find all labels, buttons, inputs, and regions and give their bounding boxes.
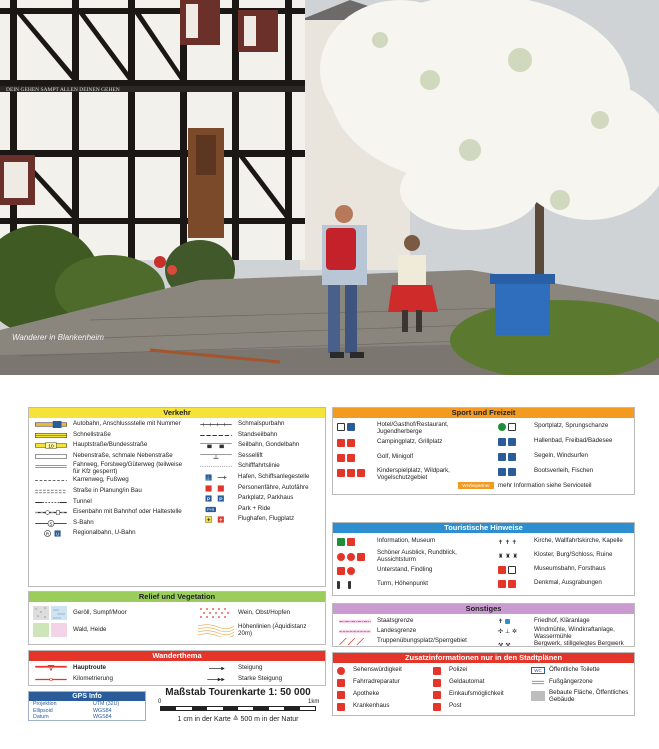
legend-label: Landesgrenze [377, 627, 417, 634]
legend-row [333, 677, 429, 689]
legend-label: Sportplatz, Sprungschanze [534, 422, 609, 429]
legend-row [529, 677, 635, 689]
gps-value: UTM (32U) [93, 701, 120, 707]
legend-label: Sessellift [238, 451, 263, 459]
legend-label: Hauptroute [73, 664, 106, 671]
autobahn-icon [33, 421, 69, 428]
park-ride-icon [198, 506, 234, 513]
swimming-icon [498, 438, 532, 445]
svg-text:R: R [45, 531, 50, 537]
gps-title: GPS Info [29, 692, 145, 701]
legend-row [29, 440, 189, 451]
vineyard-icon [198, 606, 234, 620]
contour-lines-icon [198, 623, 234, 637]
legend-row [194, 451, 326, 462]
legend-label: Parkplatz, Parkhaus [238, 494, 294, 502]
legend-label: Schöner Ausblick, Rundblick, Aussichtsturm [377, 549, 457, 563]
legend-label: Unterstand, Findling [377, 566, 433, 573]
relief-left-column [29, 606, 189, 640]
legend-row [29, 663, 189, 674]
legend-label: Kinderspielplatz, Wildpark, Vogelschutzgebiet [377, 467, 450, 481]
legend-label: Sehenswürdigkeit [353, 666, 402, 673]
legend-label: Höhenlinien (Äquidistanz 20m) [238, 623, 307, 637]
legend-row [29, 623, 189, 640]
castle-icon: ♜ ♜ ♜ [498, 553, 519, 560]
toilet-icon: WC [531, 667, 545, 674]
scale-one-value: 1 [308, 699, 312, 705]
legend-label: Straße in Planung/in Bau [73, 486, 142, 494]
legend-row [333, 701, 429, 713]
legend-row [29, 606, 189, 623]
legend-row [29, 528, 189, 539]
legend-row [333, 452, 493, 467]
legend-row [333, 579, 493, 593]
svg-text:P+R: P+R [207, 507, 215, 512]
scale-unit: km [311, 699, 320, 705]
legend-row [194, 674, 326, 685]
legend-row [29, 507, 189, 518]
restricted-area-icon [337, 638, 373, 645]
svg-text:P: P [206, 497, 211, 503]
legend-label: Information, Museum [377, 537, 436, 544]
legend-row [194, 663, 326, 674]
gps-key: Ellipsoid [33, 707, 53, 714]
legend-row [29, 419, 189, 430]
railway-icon [33, 509, 69, 516]
legend-row [333, 626, 503, 636]
airport-icon [198, 516, 234, 523]
legend-row [496, 550, 635, 564]
svg-text:10: 10 [48, 444, 54, 450]
built-area-icon [531, 691, 545, 701]
legend-relief [28, 591, 326, 645]
wanderthema-right-column [194, 663, 326, 684]
legend-label: Hafen, Schiffsanlegestelle [238, 472, 310, 480]
minor-road-icon [33, 453, 69, 460]
legend-label: Krankenhaus [353, 702, 390, 709]
boat-rental-icon [498, 468, 532, 475]
playground-icon [337, 469, 373, 476]
legend-label: Seilbahn, Gondelbahn [238, 441, 300, 449]
svg-text:S: S [49, 521, 53, 526]
verkehr-right-column [194, 419, 326, 525]
viewpoint-icon [337, 553, 373, 560]
legend-label: Denkmal, Ausgrabungen [534, 579, 602, 586]
legend-row [333, 536, 493, 549]
legend-row [29, 486, 189, 497]
sonstiges-left-column [333, 616, 503, 646]
relief-right-column [194, 606, 326, 640]
legend-label: Park + Ride [238, 504, 271, 512]
legend-row [496, 564, 635, 578]
legend-label: Apotheke [353, 690, 380, 697]
legend-sonstiges [332, 603, 635, 647]
mine-icon: ⚒ ⚒ [498, 642, 511, 647]
sport-right-column [462, 421, 635, 491]
ship-line-icon [198, 463, 234, 470]
main-road-icon [33, 442, 69, 449]
forest-heath-icon [33, 623, 69, 637]
photo-caption: Wanderer in Blankenheim [12, 333, 104, 342]
scale-bar-block [148, 687, 328, 727]
legend-row [496, 436, 635, 451]
legend-row [529, 689, 635, 705]
legend-label: Regionalbahn, U-Bahn [73, 529, 136, 537]
gps-info-box [28, 691, 146, 721]
police-icon [433, 667, 445, 674]
legend-label: Flughafen, Flugplatz [238, 515, 295, 523]
legend-label: Tunnel [73, 497, 92, 505]
legend-row [333, 467, 493, 483]
zusatz-column-3 [529, 665, 635, 705]
legend-label: Kirche, Wallfahrtskirche, Kapelle [534, 537, 623, 544]
funicular-icon [198, 432, 234, 439]
church-icon: ✝ ✝ ✝ [498, 539, 517, 546]
legend-row [194, 419, 326, 430]
legend-row [333, 549, 493, 565]
legend-row [194, 623, 326, 640]
legend-label: Fahrweg, Forstweg/Güterweg (teilweise für Kfz gesperrt) [73, 461, 183, 476]
legend-row [194, 483, 326, 494]
narrow-gauge-icon [198, 421, 234, 428]
legend-label: Bebaute Fläche, Öffentliches Gebäude [549, 689, 629, 703]
legend-row [333, 437, 493, 452]
ubahn-icon [33, 530, 69, 537]
legend-label: mehr Information siehe Serviceteil [498, 482, 592, 489]
legend-tourist [332, 522, 635, 596]
gps-value: WGS84 [93, 714, 112, 720]
legend-row [333, 565, 493, 579]
legend-row [194, 493, 326, 504]
legend-label: Schifffahrtslinie [238, 462, 280, 470]
camping-icon [337, 439, 373, 446]
legend-label: Wein, Obst/Hopfen [238, 609, 291, 616]
legend-zusatz [332, 652, 635, 716]
scale-one [308, 699, 319, 705]
legend-row [496, 421, 635, 436]
legend-label: Karrenweg, Fußweg [73, 476, 129, 484]
land-border-icon [337, 628, 373, 635]
legend-row [429, 665, 529, 677]
shelter-icon [337, 567, 373, 574]
gps-value: WGS84 [93, 707, 112, 714]
legend-row [529, 665, 635, 677]
svg-text:⚓: ⚓ [205, 475, 212, 481]
scale-note: 1 cm in der Karte ≙ 500 m in der Natur [177, 716, 299, 723]
footpath-icon [33, 477, 69, 484]
sonstiges-title: Sonstiges [333, 604, 634, 614]
legend-row [29, 475, 189, 486]
wanderthema-title: Wanderthema [29, 651, 325, 661]
sports-ground-icon [498, 423, 532, 430]
chairlift-icon [198, 453, 234, 460]
tower-icon [337, 581, 373, 588]
legend-label: Starke Steigung [238, 674, 283, 682]
legend-row [194, 504, 326, 515]
tunnel-icon [33, 499, 69, 506]
legend-label: Steigung [238, 664, 263, 671]
legend-row [333, 421, 493, 437]
legend-label: Bootsverleih, Fischen [534, 467, 594, 474]
harbour-icon [198, 474, 234, 481]
svg-text:P: P [219, 497, 223, 503]
legend-label: Eisenbahn mit Bahnhof oder Haltestelle [73, 508, 182, 516]
gps-key: Projektion [33, 701, 57, 707]
legend-label: Polizei [449, 666, 468, 673]
legend-label: Wald, Heide [73, 626, 107, 633]
svg-text:✈: ✈ [218, 518, 223, 524]
monument-icon [498, 580, 532, 587]
sight-icon [337, 667, 349, 674]
legend-sport [332, 407, 635, 495]
ferry-icon [198, 485, 234, 492]
zusatz-title: Zusatzinformationen nur in den Stadtplänen [333, 653, 634, 663]
tourist-left-column [333, 536, 493, 593]
legend-label: Museumsbahn, Forsthaus [534, 565, 606, 572]
legend-label: Kloster, Burg/Schloss, Ruine [534, 551, 613, 558]
legend-row [333, 616, 503, 626]
track-icon [33, 463, 69, 470]
legend-row [194, 514, 326, 525]
legend-label: Nebenstraße, schmale Nebenstraße [73, 451, 173, 459]
legend-row [462, 481, 635, 491]
scree-swamp-icon [33, 606, 69, 620]
legend-row [429, 689, 529, 701]
legend-label: Segeln, Windsurfen [534, 452, 588, 459]
verkehr-left-column [29, 419, 189, 539]
legend-label: Standseilbahn [238, 430, 278, 438]
legend-row [194, 461, 326, 472]
golf-icon [337, 454, 373, 461]
hotel-icon [337, 423, 373, 430]
cable-car-icon [198, 442, 234, 449]
atm-icon [433, 679, 445, 686]
legend-row [194, 606, 326, 623]
state-border-icon [337, 618, 373, 625]
pharmacy-icon [337, 691, 349, 698]
sport-title: Sport und Freizeit [333, 408, 634, 418]
main-route-icon [33, 665, 69, 672]
legend-label: Autobahn, Anschlussstelle mit Nummer [73, 420, 181, 427]
post-icon [433, 703, 445, 710]
legend-row [194, 440, 326, 451]
gps-key: Datum [33, 714, 49, 720]
legend-row [333, 665, 429, 677]
legend-row [496, 466, 635, 481]
legend-row [496, 451, 635, 466]
zusatz-column-1 [333, 665, 429, 713]
tourist-right-column [496, 536, 635, 592]
zusatz-column-2 [429, 665, 529, 713]
legend-row [194, 472, 326, 483]
verkehr-title: Verkehr [29, 408, 325, 418]
legend-label: Fahrradreparatur [353, 678, 400, 685]
scale-zero: 0 [158, 699, 162, 705]
legend-verkehr [28, 407, 326, 587]
legend-row [429, 677, 529, 689]
scale-bar [160, 706, 316, 711]
planned-road-icon [33, 488, 69, 495]
pedestrian-zone-icon [531, 679, 545, 686]
legend-row [333, 689, 429, 701]
legend-label: Geldautomat [449, 678, 485, 685]
legend-row [496, 640, 635, 647]
sonstiges-right-column [496, 616, 635, 647]
legend-label: Fußgängerzone [549, 678, 593, 685]
legend-row [496, 578, 635, 592]
expressway-icon [33, 432, 69, 439]
legend-label: Truppenübungsplatz/Sperrgebiet [377, 637, 467, 644]
relief-title: Relief und Vegetation [29, 592, 325, 602]
legend-row [496, 536, 635, 550]
legend-label: Schmalspurbahn [238, 420, 285, 427]
legend-label: Windmühle, Windkraftanlage, Wassermühle [534, 626, 615, 640]
ascent-icon [198, 665, 234, 672]
legend-row [194, 430, 326, 441]
legend-row [29, 497, 189, 508]
shopping-icon [433, 691, 445, 698]
legend-label: Campingplatz, Grillplatz [377, 438, 443, 445]
sailing-icon [498, 453, 532, 460]
steep-ascent-icon [198, 676, 234, 683]
legend-label: Personenfähre, Autofähre [238, 483, 309, 491]
scale-title: Maßstab Tourenkarte 1: 50 000 [165, 687, 311, 698]
legend-label: Schnellstraße [73, 430, 111, 438]
legend-label: Kilometrierung [73, 674, 113, 682]
tourist-title: Touristische Hinweise [333, 523, 634, 533]
legend-row [29, 518, 189, 529]
legend-row [29, 451, 189, 462]
hospital-icon [337, 703, 349, 710]
legend-label: Hotel/Gasthof/Restaurant, Jugendherberge [377, 421, 449, 435]
legend-row [29, 430, 189, 441]
legend-label: Geröll, Sumpf/Moor [73, 609, 127, 616]
gps-row [29, 714, 145, 721]
legend-row [496, 626, 635, 640]
sbahn-icon [33, 520, 69, 527]
svg-text:U: U [55, 531, 60, 537]
information-icon [337, 538, 373, 545]
legend-label: Hallenbad, Freibad/Badesee [534, 437, 613, 444]
legend-label: Friedhof, Kläranlage [534, 617, 590, 624]
legend-row [496, 616, 635, 626]
sport-left-column [333, 421, 493, 483]
windmill-icon: ✣ ⊥ ✲ [498, 628, 518, 635]
legend-wanderthema [28, 650, 326, 686]
legend-row [429, 701, 529, 713]
partner-badge: Werbepartner [458, 482, 494, 489]
legend-label: Bergwerk, stillgelegtes Bergwerk [534, 640, 624, 647]
legend-label: Einkaufsmöglichkeit [449, 690, 504, 697]
cemetery-icon: ✝ [498, 617, 532, 624]
kilometre-icon [33, 676, 69, 683]
legend-label: Turm, Höhenpunkt [377, 580, 429, 587]
legend-label: Hauptstraße/Bundesstraße [73, 441, 148, 449]
svg-text:✈: ✈ [206, 518, 211, 524]
wanderthema-left-column [29, 663, 189, 684]
museum-railway-icon [498, 566, 532, 573]
legend-label: Öffentliche Toilette [549, 666, 600, 673]
legend-label: S-Bahn [73, 518, 94, 526]
legend-row [29, 461, 189, 475]
bike-repair-icon [337, 679, 349, 686]
legend-label: Golf, Minigolf [377, 453, 414, 460]
legend-label: Post [449, 702, 462, 709]
legend-label: Staatsgrenze [377, 617, 414, 624]
legend-row [333, 636, 503, 646]
legend-row [29, 674, 189, 685]
parking-icon [198, 495, 234, 502]
svg-text:05: 05 [49, 665, 53, 670]
beam-inscription: DEIN GEHEN SAMPT ALLEN DEINEN GEHEN [6, 87, 120, 93]
